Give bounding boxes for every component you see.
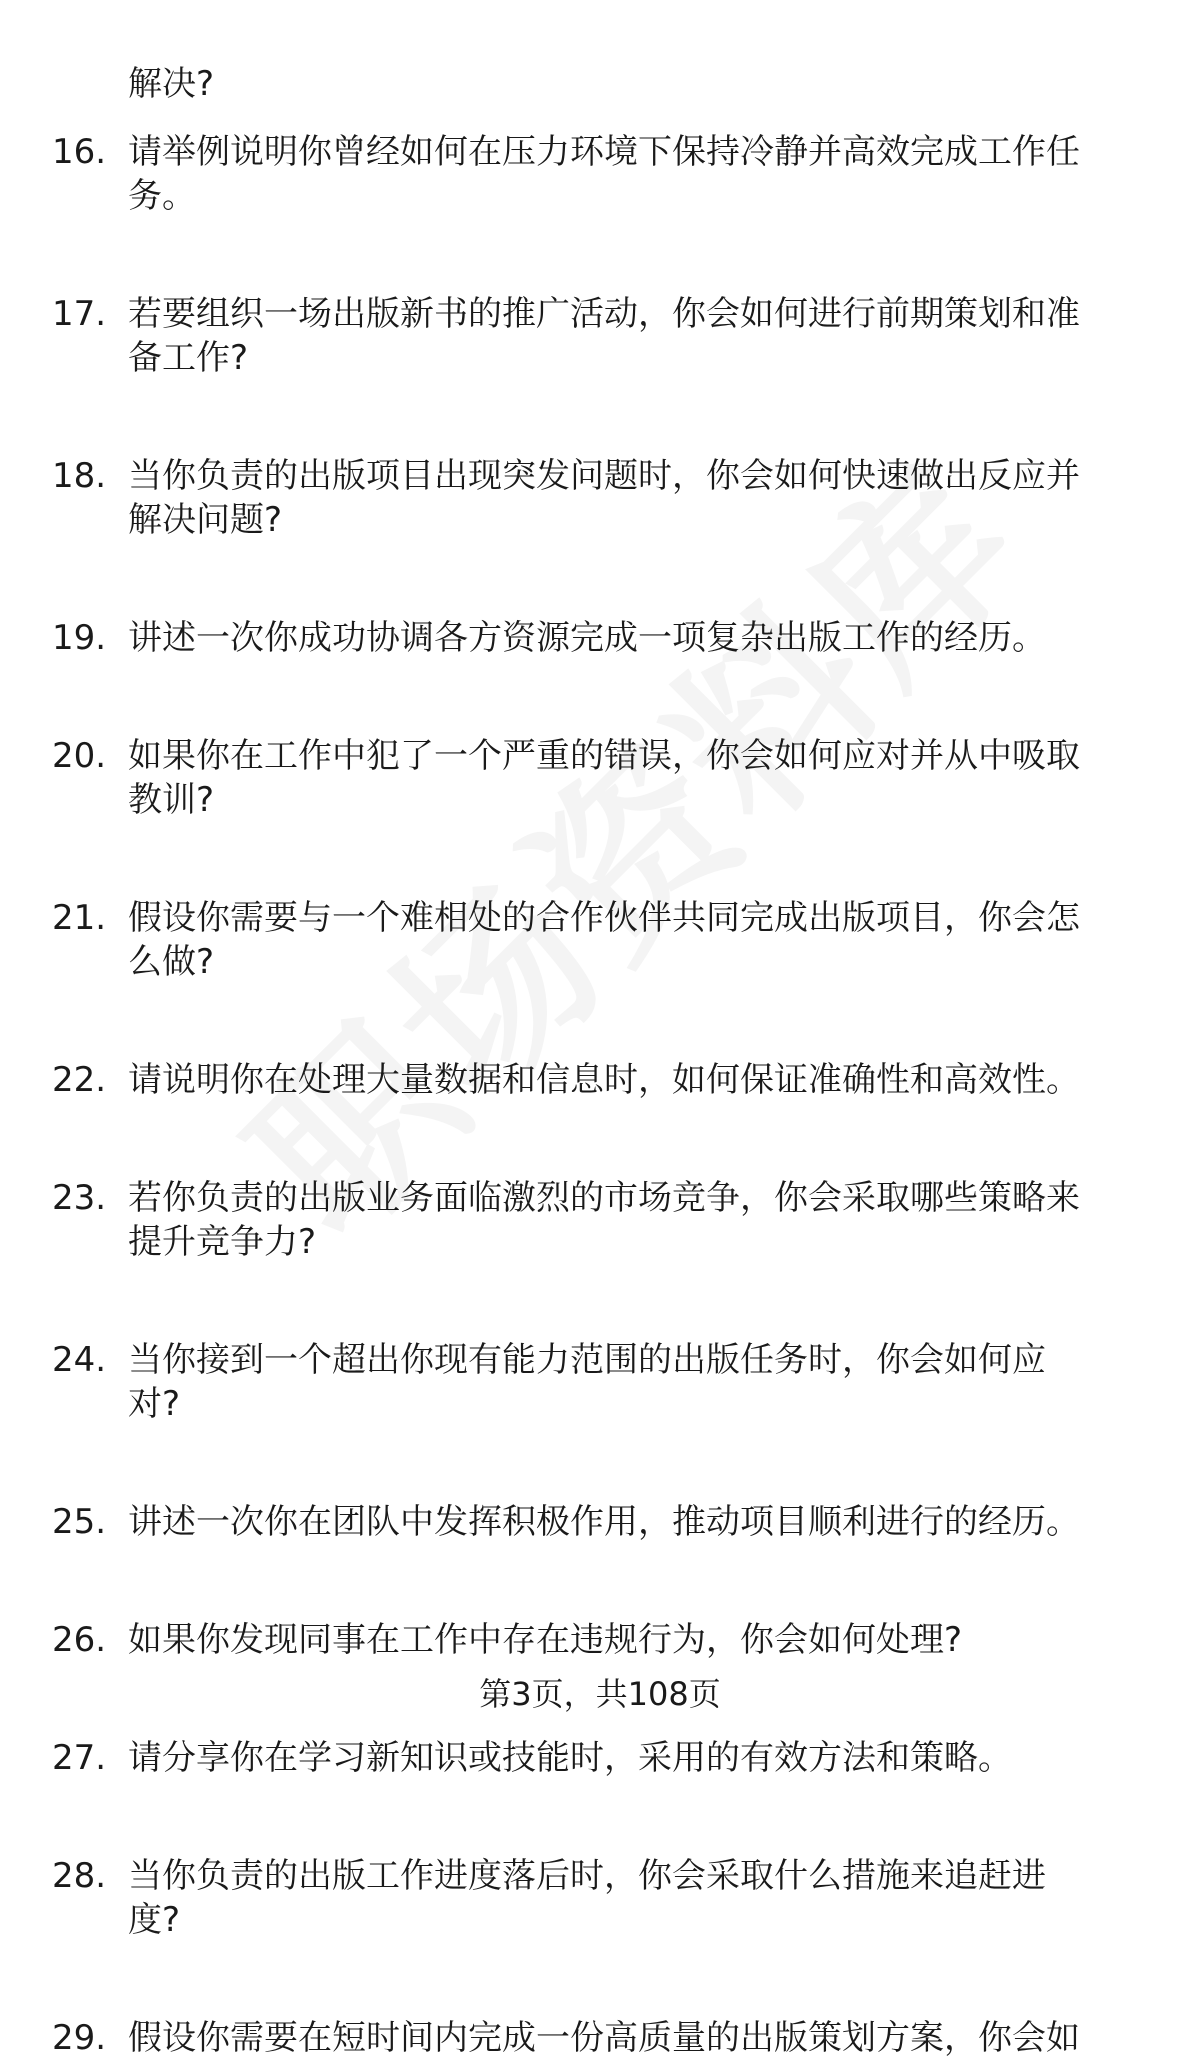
question-text: 假设你需要在短时间内完成一份高质量的出版策划方案，你会如: [128, 2018, 1080, 2058]
question-text: 当你负责的出版项目出现突发问题时，你会如何快速做出反应并: [128, 456, 1080, 496]
watermark: [207, 477, 1013, 1283]
question-number: 18.: [52, 456, 107, 496]
question-number: 22.: [52, 1060, 107, 1100]
continuation-line: 解决?: [128, 64, 215, 104]
question-text: 解决问题?: [128, 500, 283, 540]
question-number: 26.: [52, 1620, 107, 1660]
question-number: 16.: [52, 132, 107, 172]
question-number: 17.: [52, 294, 107, 334]
question-text: 当你接到一个超出你现有能力范围的出版任务时，你会如何应: [128, 1340, 1046, 1380]
question-number: 20.: [52, 736, 107, 776]
question-number: 29.: [52, 2018, 107, 2058]
question-text: 讲述一次你在团队中发挥积极作用，推动项目顺利进行的经历。: [128, 1502, 1080, 1542]
question-text: 教训?: [128, 780, 215, 820]
question-text: 如果你发现同事在工作中存在违规行为，你会如何处理?: [128, 1620, 963, 1660]
question-number: 24.: [52, 1340, 107, 1380]
question-text: 请举例说明你曾经如何在压力环境下保持冷静并高效完成工作任: [128, 132, 1080, 172]
question-text: 如果你在工作中犯了一个严重的错误，你会如何应对并从中吸取: [128, 736, 1080, 776]
question-text: 对?: [128, 1384, 181, 1424]
question-number: 21.: [52, 898, 107, 938]
question-text: 若你负责的出版业务面临激烈的市场竞争，你会采取哪些策略来: [128, 1178, 1080, 1218]
question-number: 19.: [52, 618, 107, 658]
question-text: 么做?: [128, 942, 215, 982]
question-text: 假设你需要与一个难相处的合作伙伴共同完成出版项目，你会怎: [128, 898, 1080, 938]
question-text: 提升竞争力?: [128, 1222, 317, 1262]
question-text: 备工作?: [128, 338, 249, 378]
question-text: 务。: [128, 176, 196, 216]
question-text: 请分享你在学习新知识或技能时，采用的有效方法和策略。: [128, 1738, 1012, 1778]
question-number: 27.: [52, 1738, 107, 1778]
question-number: 25.: [52, 1502, 107, 1542]
question-text: 度?: [128, 1900, 181, 1940]
question-text: 当你负责的出版工作进度落后时，你会采取什么措施来追赶进: [128, 1856, 1046, 1896]
question-text: 讲述一次你成功协调各方资源完成一项复杂出版工作的经历。: [128, 618, 1046, 658]
question-number: 28.: [52, 1856, 107, 1896]
question-number: 23.: [52, 1178, 107, 1218]
page-footer: 第3页，共108页: [479, 1675, 721, 1713]
question-text: 请说明你在处理大量数据和信息时，如何保证准确性和高效性。: [128, 1060, 1080, 1100]
question-text: 若要组织一场出版新书的推广活动，你会如何进行前期策划和准: [128, 294, 1080, 334]
